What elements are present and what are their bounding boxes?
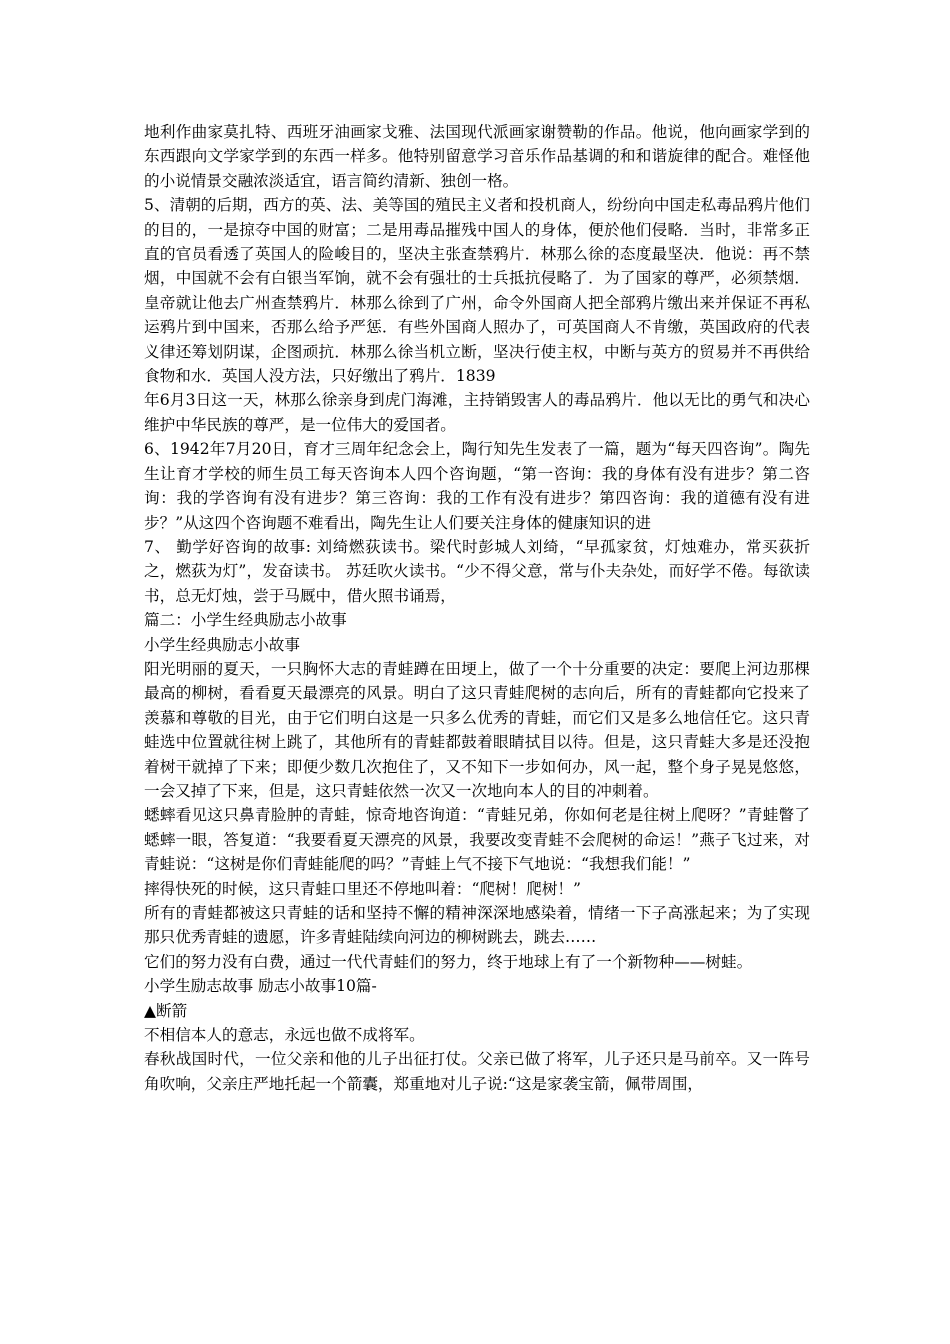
section-heading-part-two: 篇二：小学生经典励志小故事 [144, 611, 347, 630]
paragraph-frog-inspiration: 所有的青蛙都被这只青蛙的话和坚持不懈的精神深深地感染着，情绪一下子高涨起来；为了实现那只优秀青蛙的遗愿，许多青蛙陆续向河边的柳树跳去，跳去…… [144, 904, 810, 947]
story-heading-broken-arrow: ▲断箭 [144, 1001, 188, 1020]
paragraph-story-5-continued: 年6月3日这一天，林那么徐亲身到虎门海滩，主持销毁害人的毒品鸦片．他以无比的勇气和决心维护中华民族的尊严，是一位伟大的爱国者。 [144, 391, 810, 434]
paragraph-frog-falling: 摔得快死的时候，这只青蛙口里还不停地叫着：“爬树！爬树！” [144, 879, 581, 898]
document-page [144, 120, 810, 1096]
section-subtitle: 小学生经典励志小故事 [144, 635, 300, 654]
paragraph-frog-dialogue: 蟋蟀看见这只鼻青脸肿的青蛙，惊奇地咨询道：“青蛙兄弟，你如何老是往树上爬呀？”青蛙瞥了蟋蟀一眼，答复道：“我要看夏天漂亮的风景，我要改变青蛙不会爬树的命运！”燕子飞过来，对青蛙说：“这树是你们青蛙能爬的吗？”青蛙上气不接下气地说：“我想我们能！” [144, 806, 810, 874]
paragraph-broken-arrow-story: 春秋战国时代，一位父亲和他的儿子出征打仗。父亲已做了将军，儿子还只是马前卒。又一阵号角吹响，父亲庄严地托起一个箭囊，郑重地对儿子说:“这是家袭宝箭，佩带周围， [144, 1050, 810, 1093]
paragraph-story-7-diligent-study: 7、 勤学好咨询的故事: 刘绮燃荻读书。梁代时彭城人刘绮，“早孤家贫，灯烛难办，常买荻折之，燃荻为灯”，发奋读书。 苏廷吹火读书。“少不得父意，常与仆夫杂处，而好学不倦。每欲读书，总无灯烛，尝于马厩中，借火照书诵焉， [144, 537, 810, 605]
paragraph-broken-arrow-moral: 不相信本人的意志，永远也做不成将军。 [144, 1026, 425, 1045]
paragraph-music-influence: 地利作曲家莫扎特、西班牙油画家戈雅、法国现代派画家谢赞勒的作品。他说，他向画家学到的东西跟向文学家学到的东西一样多。他特别留意学习音乐作品基调的和和谐旋律的配合。难怪他的小说情景交融浓淡适宜，语言简约清新、独创一格。 [144, 123, 810, 190]
paragraph-frog-conclusion: 它们的努力没有白费，通过一代代青蛙们的努力，终于地球上有了一个新物种——树蛙。 [144, 952, 753, 971]
paragraph-story-6-four-questions: 6、1942年7月20日，育才三周年纪念会上，陶行知先生发表了一篇，题为“每天四咨询”。陶先生让育才学校的师生员工每天咨询本人四个咨询题，“第一咨询：我的身体有没有进步？第二咨询：我的学咨询有没有进步？第三咨询：我的工作有没有进步？第四咨询：我的道德有没有进步？”从这四个咨询题不难看出，陶先生让人们要关注身体的健康知识的进 [144, 440, 810, 532]
section-heading-ten-stories: 小学生励志故事 励志小故事10篇- [144, 977, 377, 996]
paragraph-story-5-opium: 5、清朝的后期，西方的英、法、美等国的殖民主义者和投机商人，纷纷向中国走私毒品鸦片他们的目的，一是掠夺中国的财富；二是用毒品摧残中国人的身体，便於他们侵略．当时，非常多正直的官员看透了英国人的险峻目的，坚决主张查禁鸦片．林那么徐的态度最坚决．他说：再不禁烟，中国就不会有白银当军饷，就不会有强壮的士兵抵抗侵略了．为了国家的尊严，必须禁烟．皇帝就让他去广州查禁鸦片．林那么徐到了广州，命令外国商人把全部鸦片缴出来并保证不再私运鸦片到中国来，否那么给予严惩．有些外国商人照办了，可英国商人不肯缴，英国政府的代表义律还筹划阴谋，企图顽抗．林那么徐当机立断，坚决行使主权，中断与英方的贸易并不再供给食物和水．英国人没方法，只好缴出了鸦片．1839 [144, 196, 810, 386]
paragraph-frog-intro: 阳光明丽的夏天，一只胸怀大志的青蛙蹲在田埂上，做了一个十分重要的决定：要爬上河边那棵最高的柳树，看看夏天最漂亮的风景。明白了这只青蛙爬树的志向后，所有的青蛙都向它投来了羡慕和尊敬的目光，由于它们明白这是一只多么优秀的青蛙，而它们又是多么地信任它。这只青蛙选中位置就往树上跳了，其他所有的青蛙都鼓着眼睛拭目以待。但是，这只青蛙大多是还没抱着树干就掉了下来；即便少数几次抱住了，又不知下一步如何办，风一起，整个身子晃晃悠悠，一会又掉了下来，但是，这只青蛙依然一次又一次地向本人的目的冲刺着。 [144, 659, 810, 800]
